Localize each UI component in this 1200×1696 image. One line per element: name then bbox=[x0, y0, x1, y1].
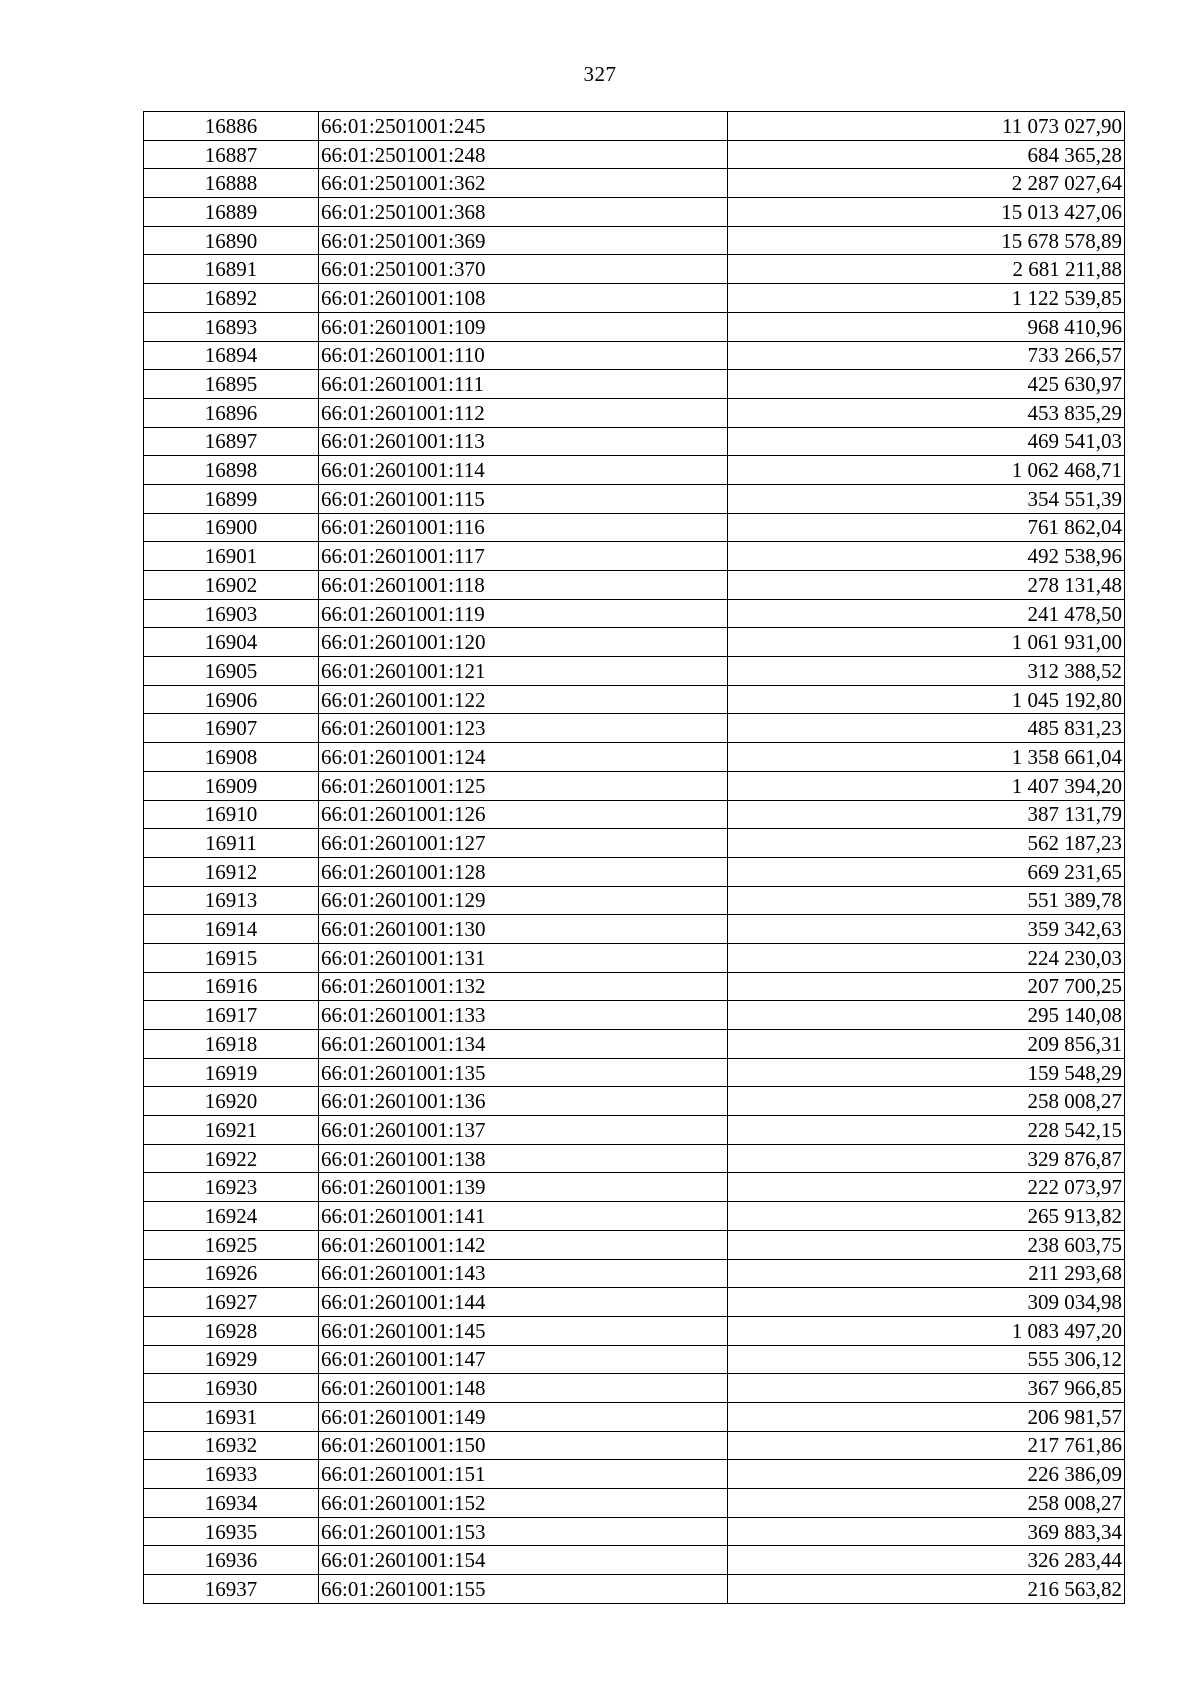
row-number-cell: 16932 bbox=[144, 1431, 319, 1460]
table-row bbox=[144, 628, 1125, 657]
row-number-cell: 16925 bbox=[144, 1230, 319, 1259]
table-row bbox=[144, 427, 1125, 456]
table-row bbox=[144, 370, 1125, 399]
table-row bbox=[144, 255, 1125, 284]
cadastral-value-cell: 968 410,96 bbox=[728, 312, 1125, 341]
row-number-cell: 16896 bbox=[144, 398, 319, 427]
cadastral-value-cell: 159 548,29 bbox=[728, 1058, 1125, 1087]
row-number-cell: 16915 bbox=[144, 943, 319, 972]
cadastral-number-cell: 66:01:2601001:155 bbox=[319, 1575, 728, 1604]
cadastral-number-cell: 66:01:2601001:128 bbox=[319, 857, 728, 886]
table-row bbox=[144, 886, 1125, 915]
row-number-cell: 16900 bbox=[144, 513, 319, 542]
table-row bbox=[144, 1316, 1125, 1345]
row-number-cell: 16914 bbox=[144, 915, 319, 944]
cadastral-value-cell: 217 761,86 bbox=[728, 1431, 1125, 1460]
row-number-cell: 16937 bbox=[144, 1575, 319, 1604]
cadastral-number-cell: 66:01:2601001:154 bbox=[319, 1546, 728, 1575]
table-row bbox=[144, 1030, 1125, 1059]
cadastral-value-cell: 211 293,68 bbox=[728, 1259, 1125, 1288]
table-row bbox=[144, 1546, 1125, 1575]
cadastral-number-cell: 66:01:2601001:138 bbox=[319, 1144, 728, 1173]
cadastral-value-cell: 492 538,96 bbox=[728, 542, 1125, 571]
row-number-cell: 16889 bbox=[144, 198, 319, 227]
table-row bbox=[144, 542, 1125, 571]
cadastral-value-cell: 2 287 027,64 bbox=[728, 169, 1125, 198]
cadastral-value-cell: 669 231,65 bbox=[728, 857, 1125, 886]
row-number-cell: 16888 bbox=[144, 169, 319, 198]
row-number-cell: 16913 bbox=[144, 886, 319, 915]
cadastral-value-cell: 216 563,82 bbox=[728, 1575, 1125, 1604]
table-row bbox=[144, 1173, 1125, 1202]
cadastral-number-cell: 66:01:2601001:131 bbox=[319, 943, 728, 972]
cadastral-value-cell: 551 389,78 bbox=[728, 886, 1125, 915]
cadastral-number-cell: 66:01:2601001:143 bbox=[319, 1259, 728, 1288]
cadastral-value-cell: 241 478,50 bbox=[728, 599, 1125, 628]
row-number-cell: 16892 bbox=[144, 284, 319, 313]
cadastral-number-cell: 66:01:2601001:136 bbox=[319, 1087, 728, 1116]
row-number-cell: 16908 bbox=[144, 743, 319, 772]
table-row bbox=[144, 1460, 1125, 1489]
row-number-cell: 16909 bbox=[144, 771, 319, 800]
cadastral-value-cell: 485 831,23 bbox=[728, 714, 1125, 743]
row-number-cell: 16901 bbox=[144, 542, 319, 571]
cadastral-number-cell: 66:01:2601001:116 bbox=[319, 513, 728, 542]
cadastral-value-cell: 761 862,04 bbox=[728, 513, 1125, 542]
table-row bbox=[144, 915, 1125, 944]
cadastral-number-cell: 66:01:2601001:119 bbox=[319, 599, 728, 628]
table-row bbox=[144, 857, 1125, 886]
cadastral-value-cell: 238 603,75 bbox=[728, 1230, 1125, 1259]
table-row bbox=[144, 456, 1125, 485]
row-number-cell: 16924 bbox=[144, 1202, 319, 1231]
cadastral-value-cell: 387 131,79 bbox=[728, 800, 1125, 829]
cadastral-number-cell: 66:01:2601001:129 bbox=[319, 886, 728, 915]
row-number-cell: 16910 bbox=[144, 800, 319, 829]
cadastral-value-cell: 206 981,57 bbox=[728, 1402, 1125, 1431]
table-row bbox=[144, 112, 1125, 141]
table-row bbox=[144, 829, 1125, 858]
cadastral-number-cell: 66:01:2601001:112 bbox=[319, 398, 728, 427]
table-row bbox=[144, 1116, 1125, 1145]
table-row bbox=[144, 571, 1125, 600]
cadastral-number-cell: 66:01:2601001:124 bbox=[319, 743, 728, 772]
row-number-cell: 16919 bbox=[144, 1058, 319, 1087]
table-row bbox=[144, 341, 1125, 370]
row-number-cell: 16926 bbox=[144, 1259, 319, 1288]
table-row bbox=[144, 1288, 1125, 1317]
table-row bbox=[144, 1001, 1125, 1030]
cadastral-number-cell: 66:01:2601001:123 bbox=[319, 714, 728, 743]
cadastral-number-cell: 66:01:2601001:118 bbox=[319, 571, 728, 600]
table-row bbox=[144, 140, 1125, 169]
cadastral-number-cell: 66:01:2601001:152 bbox=[319, 1489, 728, 1518]
table-row bbox=[144, 1144, 1125, 1173]
row-number-cell: 16905 bbox=[144, 657, 319, 686]
row-number-cell: 16907 bbox=[144, 714, 319, 743]
cadastral-value-cell: 469 541,03 bbox=[728, 427, 1125, 456]
row-number-cell: 16897 bbox=[144, 427, 319, 456]
cadastral-value-cell: 209 856,31 bbox=[728, 1030, 1125, 1059]
row-number-cell: 16912 bbox=[144, 857, 319, 886]
table-body bbox=[144, 112, 1125, 1604]
cadastral-value-cell: 1 045 192,80 bbox=[728, 685, 1125, 714]
row-number-cell: 16890 bbox=[144, 226, 319, 255]
cadastral-number-cell: 66:01:2601001:133 bbox=[319, 1001, 728, 1030]
row-number-cell: 16934 bbox=[144, 1489, 319, 1518]
cadastral-value-cell: 1 407 394,20 bbox=[728, 771, 1125, 800]
cadastral-number-cell: 66:01:2601001:151 bbox=[319, 1460, 728, 1489]
row-number-cell: 16922 bbox=[144, 1144, 319, 1173]
cadastral-value-cell: 278 131,48 bbox=[728, 571, 1125, 600]
table-row bbox=[144, 1517, 1125, 1546]
cadastral-number-cell: 66:01:2601001:135 bbox=[319, 1058, 728, 1087]
cadastral-value-table bbox=[143, 111, 1125, 1604]
cadastral-value-cell: 258 008,27 bbox=[728, 1489, 1125, 1518]
cadastral-value-cell: 453 835,29 bbox=[728, 398, 1125, 427]
table-row bbox=[144, 943, 1125, 972]
cadastral-number-cell: 66:01:2601001:114 bbox=[319, 456, 728, 485]
cadastral-number-cell: 66:01:2601001:125 bbox=[319, 771, 728, 800]
cadastral-number-cell: 66:01:2601001:137 bbox=[319, 1116, 728, 1145]
cadastral-number-cell: 66:01:2601001:148 bbox=[319, 1374, 728, 1403]
row-number-cell: 16920 bbox=[144, 1087, 319, 1116]
table-row bbox=[144, 198, 1125, 227]
cadastral-number-cell: 66:01:2601001:113 bbox=[319, 427, 728, 456]
row-number-cell: 16930 bbox=[144, 1374, 319, 1403]
cadastral-value-cell: 1 062 468,71 bbox=[728, 456, 1125, 485]
cadastral-value-cell: 226 386,09 bbox=[728, 1460, 1125, 1489]
cadastral-value-cell: 11 073 027,90 bbox=[728, 112, 1125, 141]
table-row bbox=[144, 771, 1125, 800]
table-row bbox=[144, 484, 1125, 513]
cadastral-number-cell: 66:01:2601001:120 bbox=[319, 628, 728, 657]
row-number-cell: 16899 bbox=[144, 484, 319, 513]
table-row bbox=[144, 1202, 1125, 1231]
cadastral-value-cell: 359 342,63 bbox=[728, 915, 1125, 944]
cadastral-number-cell: 66:01:2601001:110 bbox=[319, 341, 728, 370]
row-number-cell: 16886 bbox=[144, 112, 319, 141]
row-number-cell: 16917 bbox=[144, 1001, 319, 1030]
cadastral-value-cell: 222 073,97 bbox=[728, 1173, 1125, 1202]
cadastral-value-cell: 224 230,03 bbox=[728, 943, 1125, 972]
row-number-cell: 16902 bbox=[144, 571, 319, 600]
table-row bbox=[144, 714, 1125, 743]
cadastral-value-cell: 1 122 539,85 bbox=[728, 284, 1125, 313]
table-row bbox=[144, 1402, 1125, 1431]
row-number-cell: 16928 bbox=[144, 1316, 319, 1345]
row-number-cell: 16891 bbox=[144, 255, 319, 284]
cadastral-value-cell: 207 700,25 bbox=[728, 972, 1125, 1001]
cadastral-value-cell: 354 551,39 bbox=[728, 484, 1125, 513]
cadastral-value-cell: 684 365,28 bbox=[728, 140, 1125, 169]
table-row bbox=[144, 513, 1125, 542]
cadastral-number-cell: 66:01:2601001:139 bbox=[319, 1173, 728, 1202]
cadastral-number-cell: 66:01:2601001:134 bbox=[319, 1030, 728, 1059]
row-number-cell: 16936 bbox=[144, 1546, 319, 1575]
table-row bbox=[144, 1087, 1125, 1116]
row-number-cell: 16903 bbox=[144, 599, 319, 628]
cadastral-number-cell: 66:01:2601001:127 bbox=[319, 829, 728, 858]
table-row bbox=[144, 398, 1125, 427]
table-row bbox=[144, 599, 1125, 628]
cadastral-number-cell: 66:01:2601001:121 bbox=[319, 657, 728, 686]
cadastral-number-cell: 66:01:2501001:362 bbox=[319, 169, 728, 198]
table-row bbox=[144, 1058, 1125, 1087]
row-number-cell: 16916 bbox=[144, 972, 319, 1001]
cadastral-value-cell: 295 140,08 bbox=[728, 1001, 1125, 1030]
cadastral-number-cell: 66:01:2601001:126 bbox=[319, 800, 728, 829]
cadastral-value-cell: 329 876,87 bbox=[728, 1144, 1125, 1173]
table-row bbox=[144, 685, 1125, 714]
cadastral-value-cell: 562 187,23 bbox=[728, 829, 1125, 858]
cadastral-number-cell: 66:01:2501001:369 bbox=[319, 226, 728, 255]
table-row bbox=[144, 284, 1125, 313]
cadastral-number-cell: 66:01:2601001:132 bbox=[319, 972, 728, 1001]
cadastral-number-cell: 66:01:2601001:144 bbox=[319, 1288, 728, 1317]
cadastral-value-cell: 309 034,98 bbox=[728, 1288, 1125, 1317]
row-number-cell: 16911 bbox=[144, 829, 319, 858]
cadastral-value-cell: 258 008,27 bbox=[728, 1087, 1125, 1116]
row-number-cell: 16929 bbox=[144, 1345, 319, 1374]
table-row bbox=[144, 1489, 1125, 1518]
table-row bbox=[144, 1374, 1125, 1403]
cadastral-value-cell: 312 388,52 bbox=[728, 657, 1125, 686]
row-number-cell: 16906 bbox=[144, 685, 319, 714]
row-number-cell: 16923 bbox=[144, 1173, 319, 1202]
row-number-cell: 16927 bbox=[144, 1288, 319, 1317]
row-number-cell: 16898 bbox=[144, 456, 319, 485]
table-row bbox=[144, 800, 1125, 829]
row-number-cell: 16918 bbox=[144, 1030, 319, 1059]
cadastral-number-cell: 66:01:2501001:245 bbox=[319, 112, 728, 141]
row-number-cell: 16931 bbox=[144, 1402, 319, 1431]
cadastral-value-cell: 369 883,34 bbox=[728, 1517, 1125, 1546]
table-row bbox=[144, 657, 1125, 686]
cadastral-number-cell: 66:01:2501001:370 bbox=[319, 255, 728, 284]
cadastral-number-cell: 66:01:2601001:141 bbox=[319, 1202, 728, 1231]
cadastral-number-cell: 66:01:2601001:147 bbox=[319, 1345, 728, 1374]
cadastral-value-cell: 1 061 931,00 bbox=[728, 628, 1125, 657]
row-number-cell: 16895 bbox=[144, 370, 319, 399]
table-row bbox=[144, 1575, 1125, 1604]
cadastral-value-cell: 1 358 661,04 bbox=[728, 743, 1125, 772]
cadastral-number-cell: 66:01:2601001:153 bbox=[319, 1517, 728, 1546]
cadastral-number-cell: 66:01:2601001:109 bbox=[319, 312, 728, 341]
cadastral-number-cell: 66:01:2601001:149 bbox=[319, 1402, 728, 1431]
table-row bbox=[144, 169, 1125, 198]
cadastral-number-cell: 66:01:2601001:115 bbox=[319, 484, 728, 513]
cadastral-number-cell: 66:01:2601001:122 bbox=[319, 685, 728, 714]
table-row bbox=[144, 972, 1125, 1001]
row-number-cell: 16933 bbox=[144, 1460, 319, 1489]
cadastral-value-cell: 2 681 211,88 bbox=[728, 255, 1125, 284]
table-row bbox=[144, 1345, 1125, 1374]
cadastral-value-cell: 367 966,85 bbox=[728, 1374, 1125, 1403]
cadastral-number-cell: 66:01:2601001:108 bbox=[319, 284, 728, 313]
cadastral-value-cell: 733 266,57 bbox=[728, 341, 1125, 370]
cadastral-number-cell: 66:01:2501001:368 bbox=[319, 198, 728, 227]
row-number-cell: 16887 bbox=[144, 140, 319, 169]
cadastral-number-cell: 66:01:2601001:150 bbox=[319, 1431, 728, 1460]
table-row bbox=[144, 1259, 1125, 1288]
cadastral-value-cell: 15 013 427,06 bbox=[728, 198, 1125, 227]
cadastral-value-cell: 425 630,97 bbox=[728, 370, 1125, 399]
table-row bbox=[144, 1230, 1125, 1259]
row-number-cell: 16904 bbox=[144, 628, 319, 657]
cadastral-number-cell: 66:01:2601001:130 bbox=[319, 915, 728, 944]
cadastral-value-cell: 555 306,12 bbox=[728, 1345, 1125, 1374]
table-row bbox=[144, 1431, 1125, 1460]
cadastral-number-cell: 66:01:2601001:142 bbox=[319, 1230, 728, 1259]
cadastral-value-cell: 1 083 497,20 bbox=[728, 1316, 1125, 1345]
cadastral-value-cell: 228 542,15 bbox=[728, 1116, 1125, 1145]
row-number-cell: 16893 bbox=[144, 312, 319, 341]
table-row bbox=[144, 312, 1125, 341]
page-number: 327 bbox=[583, 62, 617, 86]
cadastral-number-cell: 66:01:2601001:117 bbox=[319, 542, 728, 571]
cadastral-value-cell: 326 283,44 bbox=[728, 1546, 1125, 1575]
table-row bbox=[144, 743, 1125, 772]
cadastral-number-cell: 66:01:2601001:145 bbox=[319, 1316, 728, 1345]
row-number-cell: 16921 bbox=[144, 1116, 319, 1145]
cadastral-number-cell: 66:01:2601001:111 bbox=[319, 370, 728, 399]
cadastral-number-cell: 66:01:2501001:248 bbox=[319, 140, 728, 169]
row-number-cell: 16894 bbox=[144, 341, 319, 370]
row-number-cell: 16935 bbox=[144, 1517, 319, 1546]
table-row bbox=[144, 226, 1125, 255]
cadastral-value-cell: 15 678 578,89 bbox=[728, 226, 1125, 255]
cadastral-value-cell: 265 913,82 bbox=[728, 1202, 1125, 1231]
